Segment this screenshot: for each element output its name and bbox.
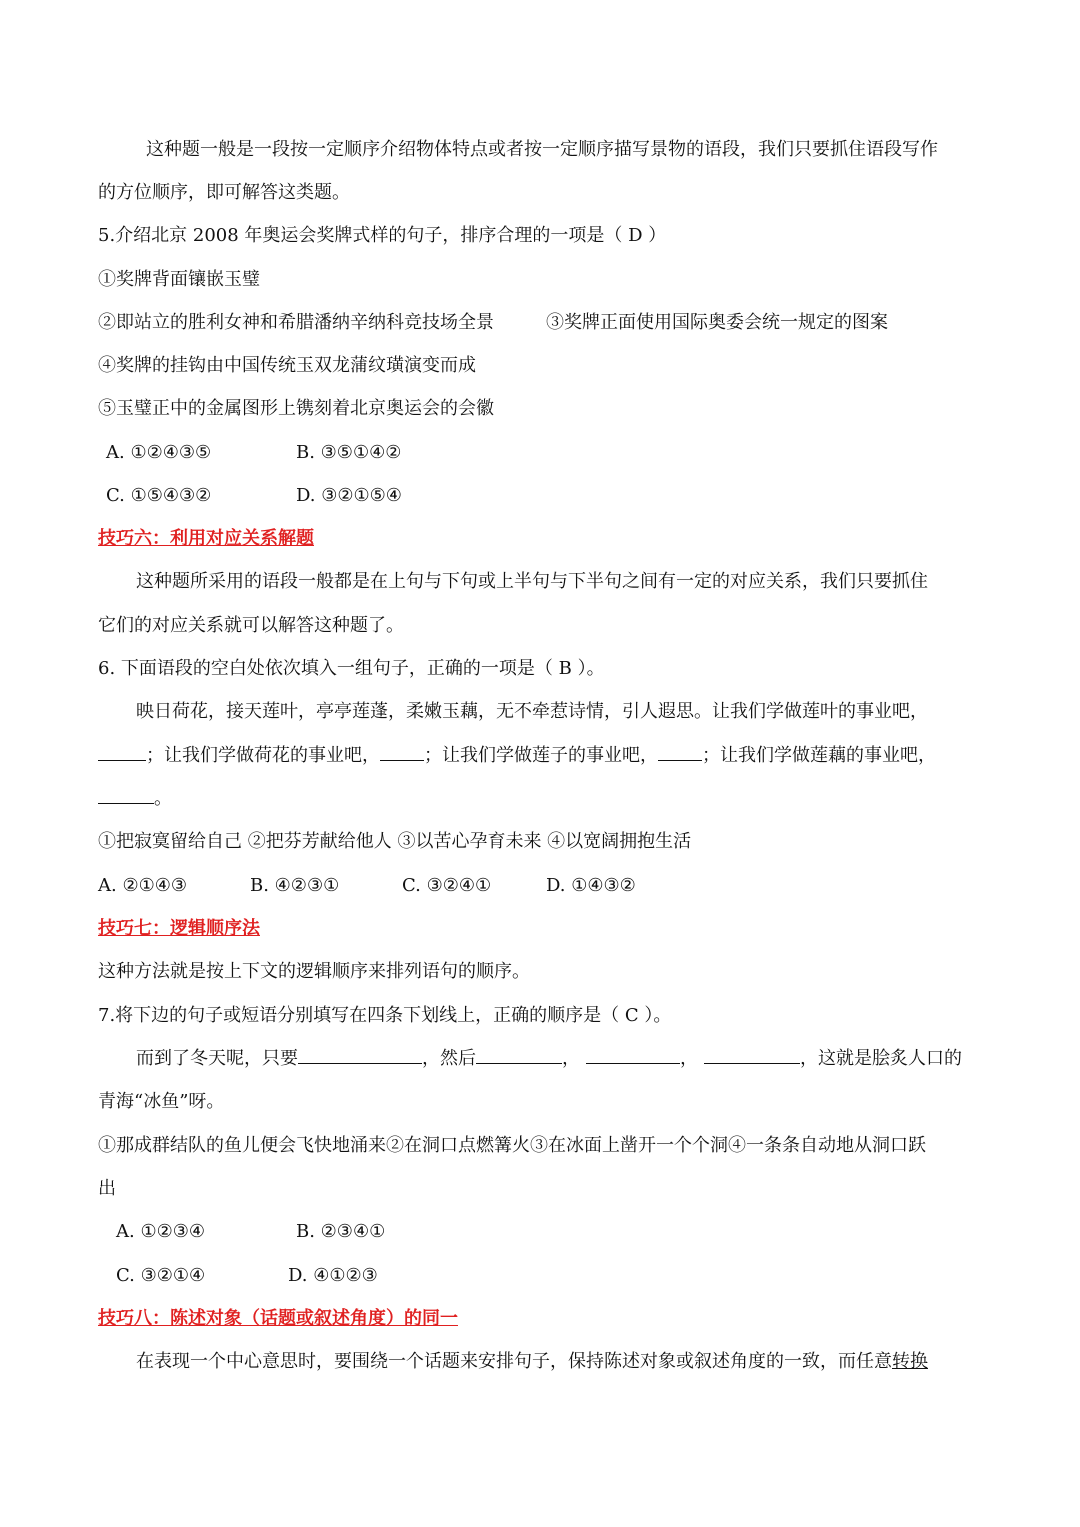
q5-item-3: ③奖牌正面使用国际奥委会统一规定的图案 bbox=[546, 312, 888, 333]
q7-passage-part-d: ， bbox=[680, 1048, 698, 1069]
q6-option-a: A. ②①④③ bbox=[98, 875, 187, 896]
tip6-line-2: 它们的对应关系就可以解答这种题了。 bbox=[98, 615, 404, 636]
q7-passage-line-1 bbox=[136, 1047, 962, 1071]
q7-option-b: B. ②③④① bbox=[296, 1221, 386, 1242]
q6-passage-part-b: ；让我们学做莲子的事业吧， bbox=[424, 745, 658, 766]
blank-1[interactable] bbox=[298, 1047, 422, 1064]
q5-option-c: C. ①⑤④③② bbox=[106, 485, 212, 506]
q5-stem: 5.介绍北京 2008 年奥运会奖牌式样的句子，排序合理的一项是（ D ） bbox=[98, 225, 667, 246]
q6-passage-line-2 bbox=[98, 744, 936, 768]
tip8-line-1-main: 在表现一个中心意思时，要围绕一个话题来安排句子，保持陈述对象或叙述角度的一致，而任意 bbox=[136, 1351, 892, 1372]
q5-option-b: B. ③⑤①④② bbox=[296, 442, 402, 463]
blank-1[interactable] bbox=[98, 744, 146, 761]
blank-3[interactable] bbox=[658, 744, 702, 761]
intro-line-1: 这种题一般是一段按一定顺序介绍物体特点或者按一定顺序描写景物的语段，我们只要抓住语段写作 bbox=[146, 139, 938, 160]
q6-option-b: B. ④②③① bbox=[250, 875, 340, 896]
blank-3[interactable] bbox=[586, 1047, 680, 1064]
blank-2[interactable] bbox=[476, 1047, 562, 1064]
q5-item-4: ④奖牌的挂钩由中国传统玉双龙蒲纹璜演变而成 bbox=[98, 355, 476, 376]
q6-items: ①把寂寞留给自己 ②把芬芳献给他人 ③以苦心孕育未来 ④以宽阔拥抱生活 bbox=[98, 831, 692, 852]
q7-passage-part-b: ，然后 bbox=[422, 1048, 476, 1069]
q7-passage-line-2: 青海“冰鱼”呀。 bbox=[98, 1091, 225, 1112]
tip8-line-1 bbox=[136, 1350, 928, 1374]
blank-4[interactable] bbox=[704, 1047, 800, 1064]
tip7-line-1: 这种方法就是按上下文的逻辑顺序来排列语句的顺序。 bbox=[98, 961, 530, 982]
blank-4[interactable] bbox=[98, 787, 154, 804]
tip8-line-1-underlined: 转换 bbox=[892, 1351, 928, 1372]
q6-option-c: C. ③②④① bbox=[402, 875, 492, 896]
q7-passage-part-a: 而到了冬天呢，只要 bbox=[136, 1048, 298, 1069]
q7-items-line-2: 出 bbox=[98, 1178, 116, 1199]
tip8-heading: 技巧八：陈述对象（话题或叙述角度）的同一 bbox=[98, 1308, 458, 1329]
q7-option-a: A. ①②③④ bbox=[116, 1221, 205, 1242]
q6-passage-part-c: ；让我们学做莲藕的事业吧， bbox=[702, 745, 936, 766]
q5-item-1: ①奖牌背面镶嵌玉璧 bbox=[98, 269, 260, 290]
q5-item-5: ⑤玉璧正中的金属图形上镌刻着北京奥运会的会徽 bbox=[98, 398, 494, 419]
q5-option-a: A. ①②④③⑤ bbox=[106, 442, 212, 463]
q6-passage-end: 。 bbox=[154, 788, 172, 809]
tip6-heading: 技巧六：利用对应关系解题 bbox=[98, 528, 314, 549]
q6-passage-line-1: 映日荷花，接天莲叶，亭亭莲蓬，柔嫩玉藕，无不牵惹诗情，引人遐思。让我们学做莲叶的事业吧， bbox=[136, 701, 928, 722]
blank-2[interactable] bbox=[380, 744, 424, 761]
q6-stem: 6. 下面语段的空白处依次填入一组句子，正确的一项是（ B ）。 bbox=[98, 658, 605, 679]
q5-item-2: ②即站立的胜利女神和希腊潘纳辛纳科竞技场全景 bbox=[98, 312, 494, 333]
q5-option-d: D. ③②①⑤④ bbox=[296, 485, 402, 506]
tip6-line-1: 这种题所采用的语段一般都是在上句与下句或上半句与下半句之间有一定的对应关系，我们只要抓住 bbox=[136, 571, 928, 592]
q7-option-c: C. ③②①④ bbox=[116, 1265, 206, 1286]
intro-line-2: 的方位顺序，即可解答这类题。 bbox=[98, 182, 350, 203]
q6-option-d: D. ①④③② bbox=[546, 875, 636, 896]
q7-stem: 7.将下边的句子或短语分别填写在四条下划线上，正确的顺序是（ C ）。 bbox=[98, 1005, 672, 1026]
q7-option-d: D. ④①②③ bbox=[288, 1265, 378, 1286]
q7-items-line-1: ①那成群结队的鱼儿便会飞快地涌来②在洞口点燃篝火③在冰面上凿开一个个洞④一条条自动地从洞口跃 bbox=[98, 1135, 926, 1156]
tip7-heading: 技巧七：逻辑顺序法 bbox=[98, 918, 260, 939]
q7-passage-part-c: ， bbox=[562, 1048, 580, 1069]
q6-passage-part-a: ；让我们学做荷花的事业吧， bbox=[146, 745, 380, 766]
q6-passage-line-3 bbox=[98, 787, 172, 811]
q7-passage-part-e: ，这就是脍炙人口的 bbox=[800, 1048, 962, 1069]
